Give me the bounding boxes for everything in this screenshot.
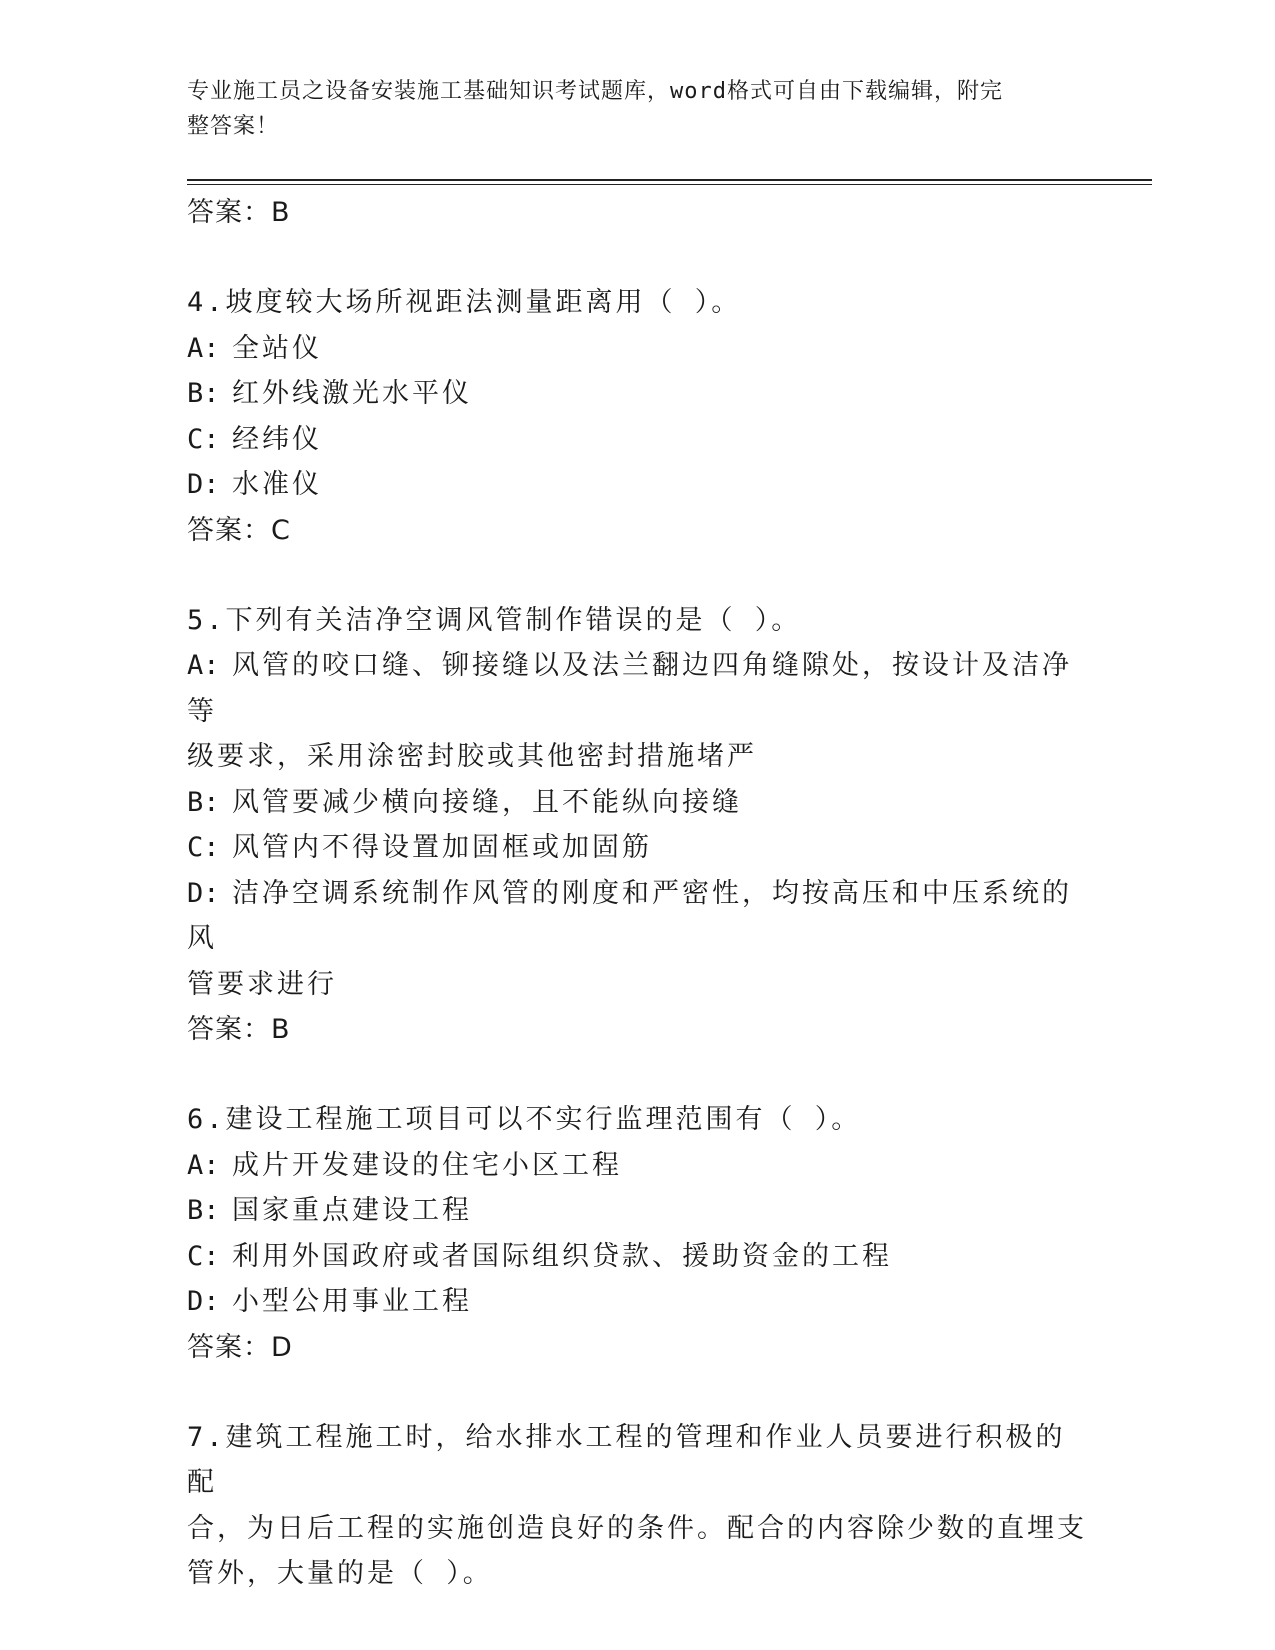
option-text: 国家重点建设工程 (232, 1195, 472, 1226)
option-line (187, 1279, 1087, 1325)
option-line (187, 780, 1087, 826)
option-text: 水准仪 (232, 469, 322, 500)
option-line (187, 417, 1087, 463)
option-key: C: (187, 1240, 220, 1272)
option-text: 全站仪 (232, 332, 322, 364)
answer-label: 答案：D (187, 1331, 293, 1363)
question-block (187, 1415, 1087, 1597)
option-line (187, 643, 1087, 734)
option-text: 风管要减少横向接缝，且不能纵向接缝 (232, 786, 742, 818)
option-key: B: (187, 378, 220, 409)
option-text: 级要求，采用涂密封胶或其他密封措施堵严 (187, 741, 757, 772)
option-line (187, 962, 1087, 1008)
option-line (187, 825, 1087, 871)
question-content (187, 190, 1087, 1597)
option-key: D: (187, 469, 220, 500)
option-line (187, 1188, 1087, 1234)
question-stem-line: 管外，大量的是（ ）。 (187, 1558, 493, 1589)
question-list (187, 280, 1087, 1597)
option-key: C: (187, 423, 220, 455)
question-stem-line: 5.下列有关洁净空调风管制作错误的是（ ）。 (187, 604, 802, 636)
option-line (187, 1143, 1087, 1189)
question-stem-line: 7.建筑工程施工时，给水排水工程的管理和作业人员要进行积极的配 (187, 1421, 1066, 1498)
option-text: 红外线激光水平仪 (232, 378, 472, 409)
answer-label: 答案：C (187, 514, 291, 546)
option-text: 经纬仪 (232, 423, 322, 455)
answer-label: 答案：B (187, 197, 291, 228)
question-block (187, 1097, 1087, 1370)
option-text: 洁净空调系统制作风管的刚度和严密性，均按高压和中压系统的风 (187, 877, 1072, 954)
option-line (187, 1234, 1087, 1280)
question-stem-line: 合，为日后工程的实施创造良好的条件。配合的内容除少数的直埋支 (187, 1512, 1087, 1544)
question-block (187, 280, 1087, 553)
option-text: 风管的咬口缝、铆接缝以及法兰翻边四角缝隙处，按设计及洁净等 (187, 650, 1072, 727)
option-line (187, 734, 1087, 780)
question-stem-line: 6.建设工程施工项目可以不实行监理范围有（ ）。 (187, 1104, 862, 1135)
option-text: 利用外国政府或者国际组织贷款、援助资金的工程 (232, 1240, 892, 1272)
option-key: D: (187, 877, 220, 909)
option-line (187, 462, 1087, 508)
option-key: A: (187, 650, 220, 681)
option-text: 风管内不得设置加固框或加固筋 (232, 832, 652, 863)
header-rule-thick (187, 179, 1152, 181)
option-text: 管要求进行 (187, 968, 337, 1000)
document-header (187, 74, 1067, 144)
option-text: 小型公用事业工程 (232, 1286, 472, 1317)
option-line (187, 371, 1087, 417)
option-key: D: (187, 1286, 220, 1317)
option-key: A: (187, 1149, 220, 1181)
option-key: B: (187, 1195, 220, 1226)
header-line-1: 专业施工员之设备安装施工基础知识考试题库，word格式可自由下载编辑，附完 (187, 79, 1003, 104)
option-key: B: (187, 786, 220, 818)
header-line-2: 整答案！ (187, 114, 280, 139)
option-text: 成片开发建设的住宅小区工程 (232, 1149, 622, 1181)
answer-label: 答案：B (187, 1014, 291, 1045)
option-line (187, 871, 1087, 962)
header-rule-thin (187, 184, 1152, 185)
question-stem-line: 4.坡度较大场所视距法测量距离用（ ）。 (187, 287, 742, 318)
option-key: A: (187, 332, 220, 364)
question-block (187, 598, 1087, 1053)
option-line (187, 326, 1087, 372)
option-key: C: (187, 832, 220, 863)
